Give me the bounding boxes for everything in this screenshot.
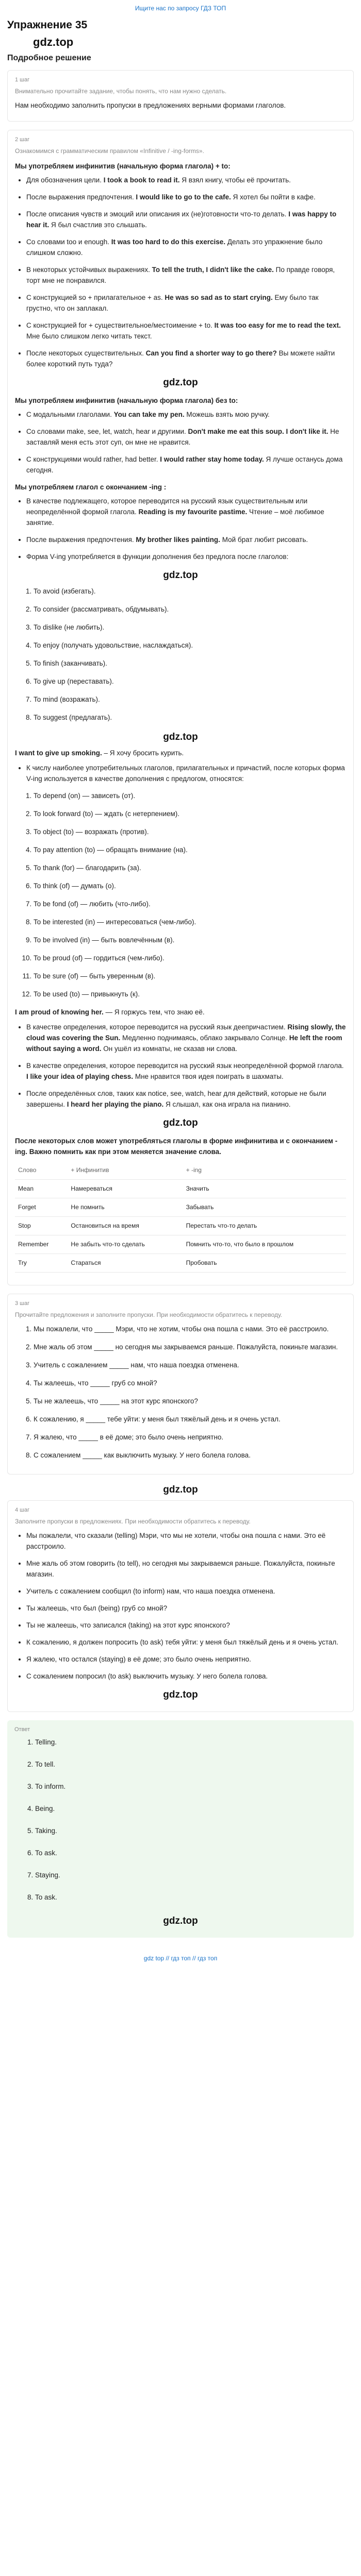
rule-item [26, 348, 346, 369]
rule-item [26, 236, 346, 258]
prep-intro: • К числу наиболее употребительных глаголов, прилагательных и причастий, после которых форма V-ing используется в качестве дополнения с предлогом, относятся: [26, 762, 346, 784]
ing-title: Мы употребляем глагол с окончанием -ing : [15, 483, 167, 491]
verb-item: 10. To be proud (of) — гордиться (чем-либо). [34, 953, 346, 963]
step-4-hint: Заполните пропуски в предложениях. При необходимости обратитесь к переводу. [15, 1518, 251, 1525]
rule-item-text: В качестве подлежащего, которое переводится на русский язык существительным или неопределённой формой глагола. [26, 497, 308, 516]
table-cell: Остановиться на время [68, 1217, 183, 1235]
rule-item-translation: Не заставляй меня есть этот суп, он мне не нравится. [26, 428, 339, 446]
answer-label: Ответ [14, 1726, 30, 1733]
verb-item: 3. To object (to) — возражать (против). [34, 826, 346, 837]
rule-item-translation: Мне было слишком легко читать текст. [26, 332, 152, 340]
verb-item: 2. To look forward (to) — ждать (с нетерпением). [34, 808, 346, 819]
answer-list [14, 1737, 347, 1903]
rule-item-translation: Чтение – моё любимое занятие. [26, 508, 324, 527]
give-up-example: I want to give up smoking. – Я хочу бросить курить. [15, 749, 184, 757]
answer-item: 3. To inform. [35, 1781, 347, 1792]
step-2-hint: Ознакомимся с грамматическим правилом «Infinitive / -ing-forms». [15, 147, 204, 155]
inf-to-title: Мы употребляем инфинитив (начальную форма глагола) + to: [15, 162, 231, 170]
rule-item-text: В качестве определения, которое переводится на русский язык деепричастием. [26, 1023, 288, 1031]
gdz-logo: gdz.top [163, 1117, 198, 1128]
answer-item: 5. Taking. [35, 1825, 347, 1836]
rule-item-translation: Медленно поднимаясь, облако закрывало Солнце. [120, 1034, 289, 1042]
table-row [15, 1180, 346, 1198]
rule-item [26, 551, 346, 562]
exercise-item: 7. Я жалею, что _____ в её доме; это было очень неприятно. [34, 1432, 346, 1443]
gdz-logo: gdz.top [163, 732, 198, 742]
exercise-item: 4. Ты жалеешь, что _____ груб со мной? [34, 1378, 346, 1388]
rule-item [26, 320, 346, 342]
verb-item: 5. To finish (заканчивать). [34, 658, 346, 669]
rule-item-example: It was too easy for me to read the text. [214, 321, 341, 329]
rule-item-example: Rising slowly, the cloud was covering the Sun. [26, 1023, 346, 1042]
table-cell: Не забыть что-то сделать [68, 1235, 183, 1254]
filled-item: • Мы пожалели, что сказали (telling) Мэри, что мы не хотели, чтобы она пошла с нами. Это её расстроило. [26, 1530, 346, 1552]
table-header: + -ing [183, 1161, 346, 1180]
rule-item-text: С конструкциями would rather, had better. [26, 455, 160, 463]
rule-item [26, 454, 346, 476]
rule-item-example-2: He left the room without saying a word. [26, 1034, 342, 1053]
inf-noto-list [15, 409, 346, 476]
rule-item [26, 1022, 346, 1054]
rule-item-example: I was happy to hear it. [26, 210, 337, 229]
rule-item-example: I heard her playing the piano. [67, 1100, 164, 1108]
table-row [15, 1217, 346, 1235]
rule-item-translation: Вы можете найти более короткий путь туда? [26, 349, 335, 368]
gdz-logo: gdz.top [33, 36, 74, 48]
rule-item-text: В качестве определения, которое переводится на русский язык неопределённой формой глагола. [26, 1062, 344, 1070]
table-cell: Remember [15, 1235, 68, 1254]
main-content [0, 19, 361, 1938]
verb-item: 7. To be fond (of) — любить (что-либо). [34, 899, 346, 909]
verb-item: 4. To enjoy (получать удовольствие, наслаждаться). [34, 640, 346, 651]
rule-item-example: I would rather stay home today. [160, 455, 264, 463]
ing-list [15, 496, 346, 562]
filled-exercise-list [15, 1530, 346, 1682]
rule-item-translation-2: Он ушёл из комнаты, не сказав ни слова. [101, 1045, 238, 1053]
table-cell: Помнить что-то, что было в прошлом [183, 1235, 346, 1254]
rule-item-translation: Делать это упражнение было слишком сложно. [26, 238, 323, 257]
rule-item [26, 264, 346, 286]
exercise-item: 8. С сожалением _____ как выключить музыку. У него болела голова. [34, 1450, 346, 1461]
rule-item [26, 1088, 346, 1110]
table-cell: Забывать [183, 1198, 346, 1217]
verbs-list-1 [15, 586, 346, 723]
rule-item-translation: По правде говоря, торт мне не понравился. [26, 266, 335, 284]
rule-item-example: I would like to go to the cafe. [136, 193, 231, 201]
verb-item: 4. To pay attention (to) — обращать внимание (на). [34, 844, 346, 855]
exercise-item: 2. Мне жаль об этом _____ но сегодня мы закрываемся раньше. Пожалуйста, покиньте магазин. [34, 1342, 346, 1352]
verb-item: 1. To avoid (избегать). [34, 586, 346, 597]
rule-item-text: После определённых слов, таких как notice, see, watch, hear для действий, которые не были завершены. [26, 1090, 326, 1108]
rule-item-translation: Мне нравится твоя идея поиграть в шахматы. [133, 1073, 284, 1080]
verb-item: 9. To be involved (in) — быть вовлечённым (в). [34, 935, 346, 945]
step-1-label: 1 шаг [15, 77, 30, 83]
gdz-logo: gdz.top [163, 1916, 198, 1926]
rule-item-text: С конструкцией so + прилагательное + as. [26, 294, 165, 301]
rule-item-text: После некоторых существительных. [26, 349, 146, 357]
rule-item-text: Со словами too и enough. [26, 238, 111, 246]
rule-item-translation: Я взял книгу, чтобы её прочитать. [179, 176, 291, 184]
rule-item-text: После выражения предпочтения. [26, 536, 136, 544]
step-2 [7, 130, 354, 1285]
rule-item-text: Форма V-ing употребляется в функции дополнения без предлога после глаголов: [26, 553, 289, 561]
rule-item-text: После выражения предпочтения. [26, 193, 136, 201]
gdz-logo: gdz.top [163, 1484, 198, 1495]
filled-item: • С сожалением попросил (to ask) выключить музыку. У него болела голова. [26, 1671, 346, 1682]
exercise-item: 5. Ты не жалеешь, что _____ на этот курс японского? [34, 1396, 346, 1406]
rule-item-text: С конструкцией for + существительное/местоимение + to. [26, 321, 215, 329]
verb-item: 5. To thank (for) — благодарить (за). [34, 862, 346, 873]
table-row [15, 1198, 346, 1217]
step-3-label: 3 шаг [15, 1300, 30, 1307]
answer-item: 2. To tell. [35, 1759, 347, 1770]
verb-item: 11. To be sure (of) — быть уверенным (в). [34, 971, 346, 981]
filled-item: • Учитель с сожалением сообщил (to inform) нам, что наша поездка отменена. [26, 1586, 346, 1597]
step-2-label: 2 шаг [15, 137, 30, 143]
answer-item: 6. To ask. [35, 1848, 347, 1858]
table-row [15, 1254, 346, 1273]
verb-item: 2. To consider (рассматривать, обдумывать). [34, 604, 346, 615]
inf-noto-title: Мы употребляем инфинитив (начальную форма глагола) без to: [15, 397, 238, 404]
gdz-logo: gdz.top [163, 1689, 198, 1700]
rule-item-text: Со словами make, see, let, watch, hear и другими. [26, 428, 188, 435]
table-cell: Forget [15, 1198, 68, 1217]
filled-item: • Ты жалеешь, что был (being) груб со мной? [26, 1603, 346, 1614]
verbs-list-2 [15, 790, 346, 999]
rule-item-example: It was too hard to do this exercise. [111, 238, 226, 246]
rule-item-translation: Ему было так грустно, что он заплакал. [26, 294, 319, 312]
table-title: После некоторых слов может употребляться глаголы в форме инфинитива и с окончанием -ing. Важно помнить как при этом меняется значение слова. [15, 1137, 338, 1156]
table-cell: Stop [15, 1217, 68, 1235]
step-1 [7, 70, 354, 122]
inf-to-list [15, 175, 346, 369]
verb-item: 6. To think (of) — думать (о). [34, 880, 346, 891]
rule-item-translation: Я лучше останусь дома сегодня. [26, 455, 343, 474]
rule-item-text: После описания чувств и эмоций или описания их (не)готовности что-то делать. [26, 210, 289, 218]
table-cell: Try [15, 1254, 68, 1273]
rule-item-translation: Я был счастлив это слышать. [49, 221, 147, 229]
step-1-hint: Внимательно прочитайте задание, чтобы понять, что нам нужно сделать. [15, 88, 227, 95]
exercise-item: 3. Учитель с сожалением _____ нам, что наша поездка отменена. [34, 1360, 346, 1370]
exercise-item: 6. К сожалению, я _____ тебе уйти: у меня был тяжёлый день и я очень устал. [34, 1414, 346, 1425]
rule-item [26, 209, 346, 230]
answer-item: 1. Telling. [35, 1737, 347, 1748]
verb-item: 8. To suggest (предлагать). [34, 712, 346, 723]
table-cell: Перестать что-то делать [183, 1217, 346, 1235]
answer-item: 4. Being. [35, 1803, 347, 1814]
rule-item-example: You can take my pen. [113, 411, 185, 418]
verb-item: 3. To dislike (не любить). [34, 622, 346, 633]
rule-item-example: He was so sad as to start crying. [165, 294, 273, 301]
table-cell: Пробовать [183, 1254, 346, 1273]
rule-item-translation: Я хотел бы пойти в кафе. [231, 193, 316, 201]
table-header: Слово [15, 1161, 68, 1180]
answer-box [7, 1720, 354, 1938]
answer-item: 8. To ask. [35, 1892, 347, 1903]
gdz-logo: gdz.top [163, 570, 198, 581]
verb-item: 7. To mind (возражать). [34, 694, 346, 705]
rule-item-example: My brother likes painting. [136, 536, 220, 544]
verb-item: 8. To be interested (in) — интересоваться (чем-либо). [34, 917, 346, 927]
exercise-list [15, 1324, 346, 1461]
rule-item-text: В некоторых устойчивых выражениях. [26, 266, 152, 274]
gdz-logo: gdz.top [163, 377, 198, 388]
filled-item: • Я жалею, что остался (staying) в её доме; это было очень неприятно. [26, 1654, 346, 1665]
rule-item-example: Reading is my favourite pastime. [138, 508, 248, 516]
filled-item: • К сожалению, я должен попросить (to ask) тебя уйти: у меня был тяжёлый день и я очень устал. [26, 1637, 346, 1648]
page-title: Упражнение 35 [7, 19, 88, 31]
step-3 [7, 1294, 354, 1475]
rule-item [26, 534, 346, 545]
verb-item: 12. To be used (to) — привыкнуть (к). [34, 989, 346, 999]
table-header: + Инфинитив [68, 1161, 183, 1180]
answer-item: 7. Staying. [35, 1870, 347, 1880]
rule-item-example: Don't make me eat this soup. I don't like it. [188, 428, 329, 435]
footer-links[interactable]: gdz top // гдз топ // гдз топ [143, 1955, 218, 1962]
step-4 [7, 1500, 354, 1712]
rule-item [26, 1060, 346, 1082]
rule-item-example: To tell the truth, I didn't like the cake. [152, 266, 274, 274]
step-1-text: Нам необходимо заполнить пропуски в предложениях верными формами глаголов. [15, 101, 286, 109]
rule-item-translation: Мой брат любит рисовать. [220, 536, 308, 544]
rule-item-example: I took a book to read it. [103, 176, 180, 184]
rule-item [26, 192, 346, 202]
rule-item-translation: Можешь взять мою ручку. [184, 411, 270, 418]
step-3-hint: Прочитайте предложения и заполните пропуски. При необходимости обратитесь к переводу. [15, 1311, 283, 1318]
exercise-item: 1. Мы пожалели, что _____ Мэри, что не хотим, чтобы она пошла с нами. Это её расстроило. [34, 1324, 346, 1334]
proud-example: I am proud of knowing her. — Я горжусь тем, что знаю её. [15, 1008, 205, 1016]
rule-item [26, 496, 346, 528]
solution-heading: Подробное решение [7, 54, 91, 62]
table-cell: Намереваться [68, 1180, 183, 1198]
rule-item-translation: Я слышал, как она играла на пианино. [163, 1100, 291, 1108]
rule-item-text: С модальными глаголами. [26, 411, 114, 418]
rule-item [26, 292, 346, 314]
filled-item: • Ты не жалеешь, что записался (taking) на этот курс японского? [26, 1620, 346, 1631]
rule-item [26, 175, 346, 185]
rule-item-example: I like your idea of playing chess. [26, 1073, 134, 1080]
verb-meaning-table [15, 1161, 346, 1273]
table-cell: Не помнить [68, 1198, 183, 1217]
rule-item-example: Can you find a shorter way to go there? [145, 349, 277, 357]
top-search-link[interactable]: Ищите нас по запросу ГДЗ ТОП [135, 5, 226, 12]
table-cell: Стараться [68, 1254, 183, 1273]
verb-item: 6. To give up (переставать). [34, 676, 346, 687]
table-row [15, 1235, 346, 1254]
verb-item: 1. To depend (on) — зависеть (от). [34, 790, 346, 801]
table-cell: Mean [15, 1180, 68, 1198]
rule-item-text: Для обозначения цели. [26, 176, 104, 184]
rule-item [26, 409, 346, 420]
table-cell: Значить [183, 1180, 346, 1198]
step-4-label: 4 шаг [15, 1507, 30, 1513]
rule-item [26, 426, 346, 448]
filled-item: • Мне жаль об этом говорить (to tell), но сегодня мы закрываемся раньше. Пожалуйста, покиньте магазин. [26, 1558, 346, 1580]
more-list [15, 1022, 346, 1110]
